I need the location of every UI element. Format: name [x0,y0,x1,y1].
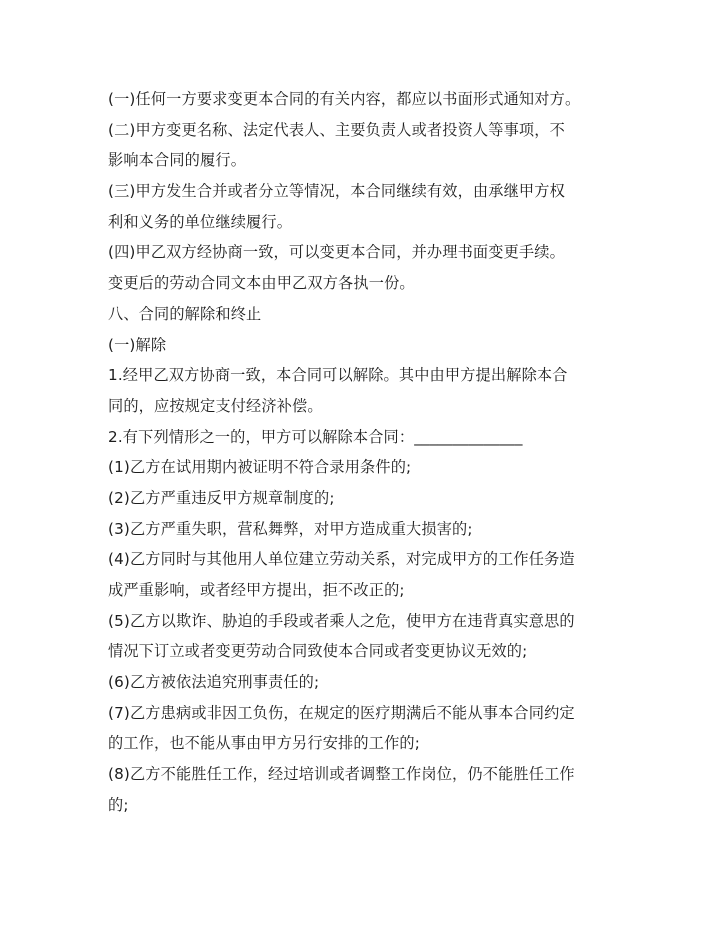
text-line: 变更后的劳动合同文本由甲乙双方各执一份。 [108,274,415,293]
text-line: 情况下订立或者变更劳动合同致使本合同或者变更协议无效的; [108,642,528,661]
list-item: (6)乙方被依法追究刑事责任的; [108,673,320,692]
section-heading: 八、合同的解除和终止 [108,304,262,323]
list-item: (4)乙方同时与其他用人单位建立劳动关系，对完成甲方的工作任务造 [108,550,575,569]
text-line: 2.有下列情形之一的，甲方可以解除本合同：______________ [108,427,523,446]
text-line: 成严重影响，或者经甲方提出，拒不改正的; [108,581,405,599]
text-line: (三)甲方发生合并或者分立等情况，本合同继续有效，由承继甲方权 [108,182,565,201]
document-text-block [108,84,648,821]
list-item: (5)乙方以欺诈、胁迫的手段或者乘人之危，使甲方在违背真实意思的 [108,611,575,630]
list-item: (2)乙方严重违反甲方规章制度的; [108,488,335,507]
text-line: 1.经甲乙双方协商一致，本合同可以解除。其中由甲方提出解除本合 [108,366,568,385]
text-line: (一)任何一方要求变更本合同的有关内容，都应以书面形式通知对方。 [108,90,581,108]
text-line: (二)甲方变更名称、法定代表人、主要负责人或者投资人等事项，不 [108,120,565,139]
text-line: 的工作，也不能从事由甲方另行安排的工作的; [108,734,421,753]
list-item: (1)乙方在试用期内被证明不符合录用条件的; [108,458,412,477]
text-line: 同的，应按规定支付经济补偿。 [108,396,323,415]
subsection-heading: (一)解除 [108,335,167,354]
text-line: 影响本合同的履行。 [108,151,247,170]
list-item: (8)乙方不能胜任工作，经过培训或者调整工作岗位，仍不能胜任工作 [108,765,575,784]
list-item: (3)乙方严重失职，营私舞弊，对甲方造成重大损害的; [108,519,473,538]
text-line: 利和义务的单位继续履行。 [108,212,293,231]
text-line: (四)甲乙双方经协商一致，可以变更本合同，并办理书面变更手续。 [108,243,565,262]
text-line: 的; [108,795,129,814]
list-item: (7)乙方患病或非因工负伤，在规定的医疗期满后不能从事本合同约定 [108,703,575,722]
